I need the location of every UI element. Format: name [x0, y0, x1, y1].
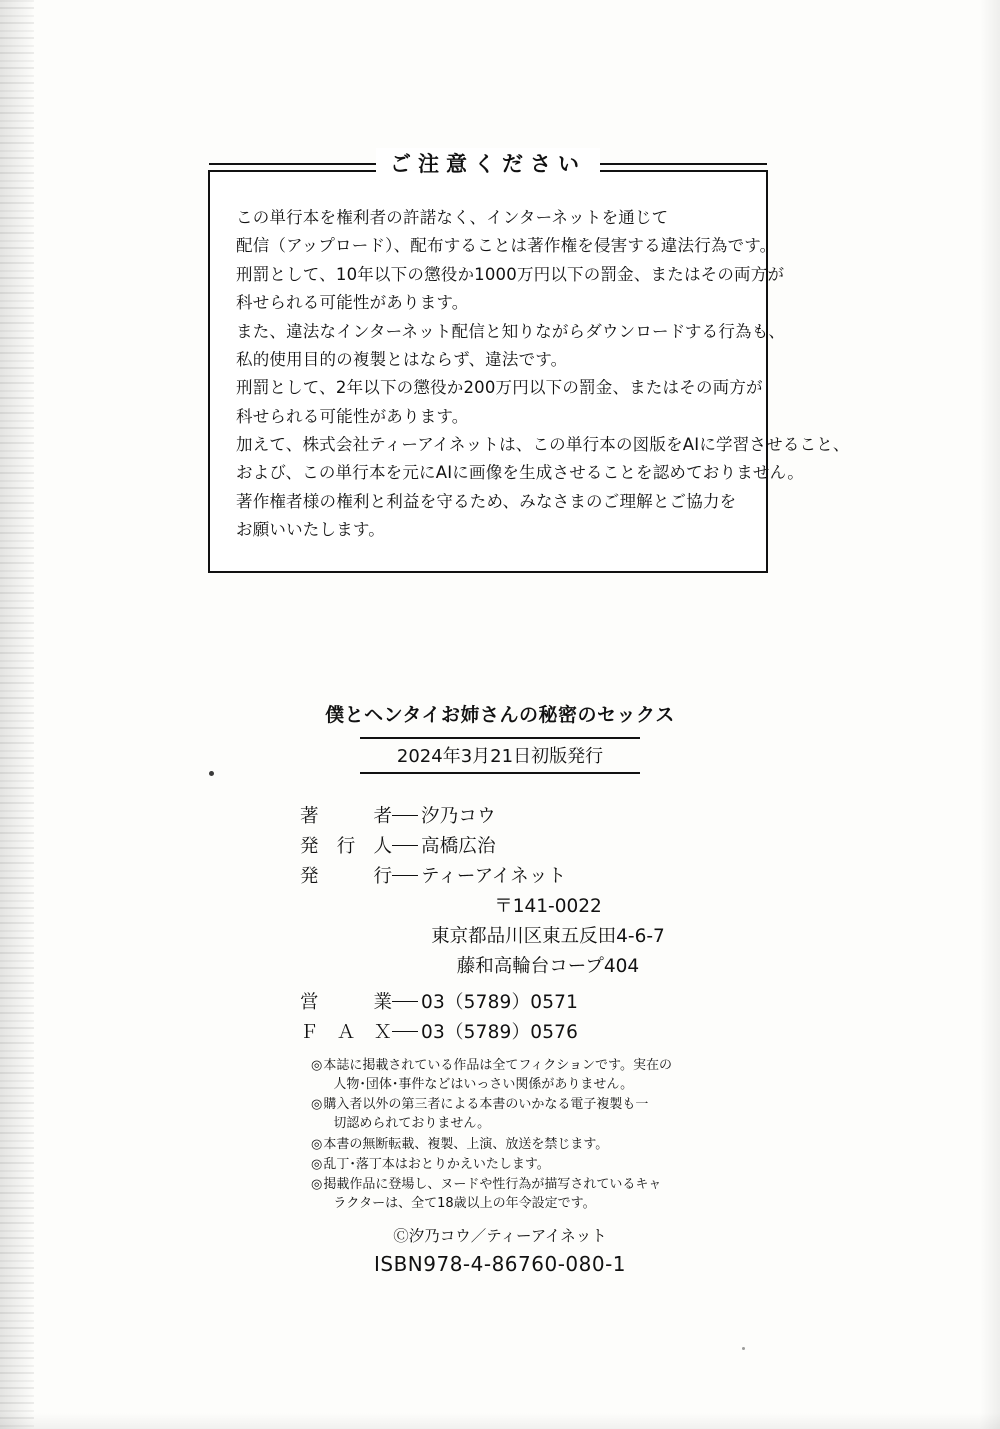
note-bullet-icon: ◎ — [311, 1097, 323, 1113]
legal-note-text: 購入者以外の第三者による本書のいかなる電子複製も一 — [323, 1097, 649, 1113]
contact-row-sales — [300, 988, 700, 1018]
legal-notes — [311, 1056, 689, 1214]
legal-note-text-cont: 人物･団体･事件などはいっさい関係がありません。 — [333, 1076, 634, 1092]
credit-value: 汐乃コウ — [421, 806, 496, 827]
contact-label: Ｆ Ａ Ｘ — [300, 1021, 392, 1043]
legal-note-item — [311, 1155, 689, 1174]
contact-value: 03（5789）0576 — [421, 1021, 579, 1043]
credit-dash — [392, 1001, 418, 1002]
copyright-line: Ⓒ汐乃コウ／ティーアイネット — [393, 1226, 607, 1245]
legal-note-item — [311, 1175, 689, 1213]
notice-heading: ご注意ください — [376, 148, 600, 178]
legal-note-text-cont: 切認められておりません。 — [333, 1116, 491, 1132]
book-title: 僕とヘンタイお姉さんの秘密のセックス — [325, 704, 675, 726]
note-bullet-icon: ◎ — [311, 1156, 323, 1172]
credit-dash — [392, 875, 418, 876]
legal-note-text: 本誌に掲載されている作品は全てフィクションです。実在の — [323, 1057, 673, 1073]
credit-row-author — [300, 802, 700, 832]
credit-label: 発 行 — [300, 865, 392, 887]
notice-line: また、違法なインターネット配信と知りながらダウンロードする行為も、 — [236, 321, 786, 341]
isbn-line: ISBN978-4-86760-080-1 — [373, 1251, 627, 1276]
scan-edge-bottom — [0, 1413, 1000, 1429]
notice-line: お願いいたします。 — [236, 520, 385, 540]
publication-date: 2024年3月21日初版発行 — [360, 737, 640, 774]
legal-note-item — [311, 1095, 689, 1133]
copyright-notice-box — [208, 170, 850, 573]
credit-dash — [392, 815, 418, 816]
legal-note-text-cont: ラクターは、全て18歳以上の年令設定です。 — [333, 1196, 596, 1212]
notice-line: 配信（アップロード）、配布することは著作権を侵害する違法行為です。 — [236, 236, 777, 256]
legal-note-text: 乱丁･落丁本はおとりかえいたします。 — [323, 1156, 550, 1172]
contact-row-fax — [300, 1018, 700, 1048]
notice-line: 刑罰として、2年以下の懲役か200万円以下の罰金、またはその両方が — [236, 378, 763, 398]
credit-row-publisher-person — [300, 832, 700, 862]
legal-note-text: 本書の無断転載、複製、上演、放送を禁じます。 — [323, 1136, 609, 1152]
notice-line: 加えて、株式会社ティーアイネットは、この単行本の図版をAIに学習させること、 — [236, 435, 850, 454]
notice-line: 刑罰として、10年以下の懲役か1000万円以下の罰金、またはその両方が — [236, 264, 785, 284]
credits-block — [300, 802, 700, 1048]
address-line: 〒141-0022 — [494, 895, 602, 917]
credit-dash — [392, 1031, 418, 1032]
note-bullet-icon: ◎ — [311, 1136, 323, 1152]
notice-line: 科せられる可能性があります。 — [236, 406, 469, 426]
contact-label: 営 業 — [300, 991, 392, 1013]
legal-note-text: 掲載作品に登場し、ヌードや性行為が描写されているキャ — [323, 1177, 662, 1193]
colophon — [0, 700, 1000, 1276]
legal-note-item — [311, 1056, 689, 1094]
dust-speck — [742, 1347, 745, 1350]
credit-dash — [392, 845, 418, 846]
credit-value: 高橋広治 — [421, 835, 496, 857]
note-bullet-icon: ◎ — [311, 1057, 323, 1073]
notice-line: および、この単行本を元にAIに画像を生成させることを認めておりません。 — [236, 463, 804, 483]
notice-line: この単行本を権利者の許諾なく、インターネットを通じて — [236, 208, 669, 227]
note-bullet-icon: ◎ — [311, 1177, 323, 1193]
address-line: 藤和高輪台コープ404 — [456, 955, 640, 977]
notice-line: 私的使用目的の複製とはならず、違法です。 — [236, 349, 568, 369]
notice-line: 科せられる可能性があります。 — [236, 293, 469, 313]
notice-line: 著作権者様の権利と利益を守るため、みなさまのご理解とご協力を — [236, 491, 737, 511]
credit-value: ティーアイネット — [421, 865, 567, 887]
address-line: 東京都品川区東五反田4-6-7 — [431, 925, 665, 947]
credit-label: 発 行 人 — [300, 835, 392, 857]
credit-label: 著 者 — [300, 806, 392, 827]
legal-note-item — [311, 1135, 689, 1154]
contact-value: 03（5789）0571 — [421, 991, 579, 1013]
credit-row-publisher — [300, 862, 700, 892]
